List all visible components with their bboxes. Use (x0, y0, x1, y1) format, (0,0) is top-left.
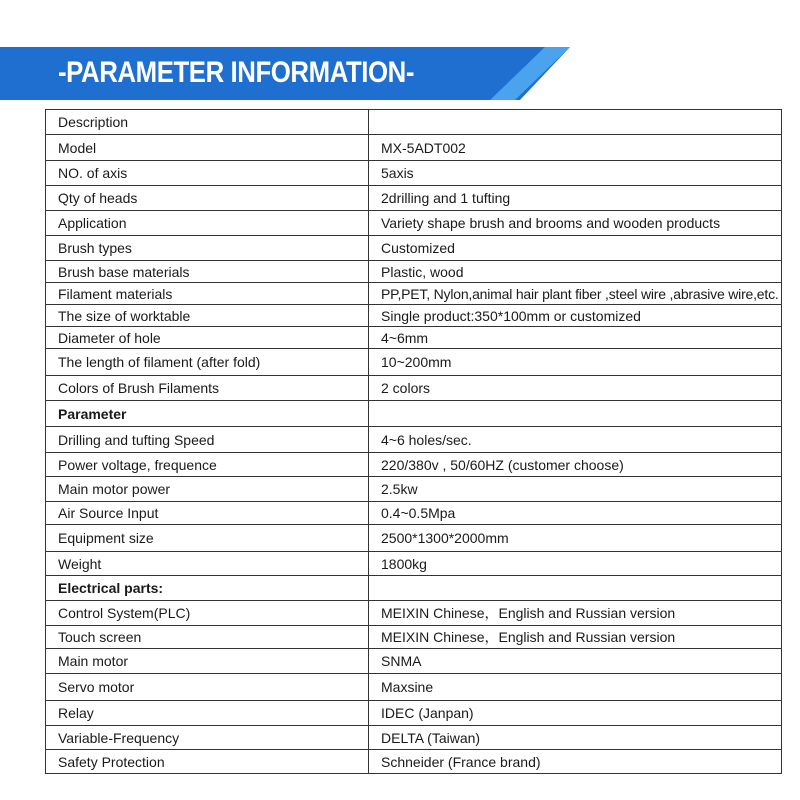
table-row (46, 453, 782, 477)
row-label: Diameter of hole (46, 327, 369, 349)
table-row (46, 305, 782, 327)
table-row (46, 649, 782, 674)
table-row (46, 110, 782, 135)
row-value: DELTA (Taiwan) (369, 726, 782, 750)
row-value: MEIXIN Chinese，English and Russian version (369, 626, 782, 649)
table-row (46, 576, 782, 601)
row-value: 1800kg (369, 552, 782, 576)
table-row (46, 626, 782, 649)
row-label: NO. of axis (46, 161, 369, 186)
table-row (46, 211, 782, 236)
header-banner (0, 0, 800, 110)
row-value: 2500*1300*2000mm (369, 525, 782, 552)
row-value: Maxsine (369, 674, 782, 701)
row-label: Main motor (46, 649, 369, 674)
row-value: Variety shape brush and brooms and wooden products (369, 211, 782, 236)
row-value: SNMA (369, 649, 782, 674)
table-row (46, 236, 782, 261)
table-row (46, 502, 782, 525)
table-row (46, 701, 782, 726)
table-row (46, 750, 782, 774)
row-label: Power voltage, frequence (46, 453, 369, 477)
row-value: 2drilling and 1 tufting (369, 186, 782, 211)
row-label: Servo motor (46, 674, 369, 701)
row-value: 4~6mm (369, 327, 782, 349)
row-label: Relay (46, 701, 369, 726)
row-value: PP,PET, Nylon,animal hair plant fiber ,steel wire ,abrasive wire,etc. (369, 283, 782, 305)
row-label: Control System(PLC) (46, 601, 369, 626)
table-row (46, 261, 782, 283)
row-label: Touch screen (46, 626, 369, 649)
table-row (46, 376, 782, 401)
page-title: -PARAMETER INFORMATION- (58, 56, 415, 89)
row-value: Customized (369, 236, 782, 261)
row-value: 5axis (369, 161, 782, 186)
table-row (46, 283, 782, 305)
row-label: Description (46, 110, 369, 135)
table-row (46, 525, 782, 552)
table-row (46, 674, 782, 701)
parameter-table (45, 109, 782, 774)
row-label: Weight (46, 552, 369, 576)
banner-bottom-edge (0, 100, 520, 108)
row-label: Main motor power (46, 477, 369, 502)
row-label: Drilling and tufting Speed (46, 427, 369, 453)
row-label: Air Source Input (46, 502, 369, 525)
row-value (369, 401, 782, 427)
row-value: Schneider (France brand) (369, 750, 782, 774)
row-label: The size of worktable (46, 305, 369, 327)
table-row (46, 601, 782, 626)
row-value: 10~200mm (369, 349, 782, 376)
row-value: 2 colors (369, 376, 782, 401)
table-row (46, 135, 782, 161)
section-heading: Parameter (46, 401, 369, 427)
row-value: Single product:350*100mm or customized (369, 305, 782, 327)
row-value (369, 110, 782, 135)
table-row (46, 477, 782, 502)
row-label: Colors of Brush Filaments (46, 376, 369, 401)
row-label: Qty of heads (46, 186, 369, 211)
row-label: The length of filament (after fold) (46, 349, 369, 376)
row-value: MEIXIN Chinese，English and Russian version (369, 601, 782, 626)
row-value: 2.5kw (369, 477, 782, 502)
table-row (46, 401, 782, 427)
row-value: Plastic, wood (369, 261, 782, 283)
row-label: Safety Protection (46, 750, 369, 774)
row-label: Model (46, 135, 369, 161)
table-row (46, 186, 782, 211)
row-label: Variable-Frequency (46, 726, 369, 750)
table-row (46, 427, 782, 453)
row-value: 220/380v , 50/60HZ (customer choose) (369, 453, 782, 477)
table-row (46, 552, 782, 576)
table-row (46, 161, 782, 186)
row-label: Application (46, 211, 369, 236)
row-label: Equipment size (46, 525, 369, 552)
table-row (46, 327, 782, 349)
row-label: Brush types (46, 236, 369, 261)
row-value: 0.4~0.5Mpa (369, 502, 782, 525)
row-label: Brush base materials (46, 261, 369, 283)
section-heading: Electrical parts: (46, 576, 369, 601)
row-value: IDEC (Janpan) (369, 701, 782, 726)
banner-background (0, 0, 800, 110)
row-value: 4~6 holes/sec. (369, 427, 782, 453)
row-value (369, 576, 782, 601)
row-label: Filament materials (46, 283, 369, 305)
row-value: MX-5ADT002 (369, 135, 782, 161)
table-row (46, 349, 782, 376)
table-row (46, 726, 782, 750)
